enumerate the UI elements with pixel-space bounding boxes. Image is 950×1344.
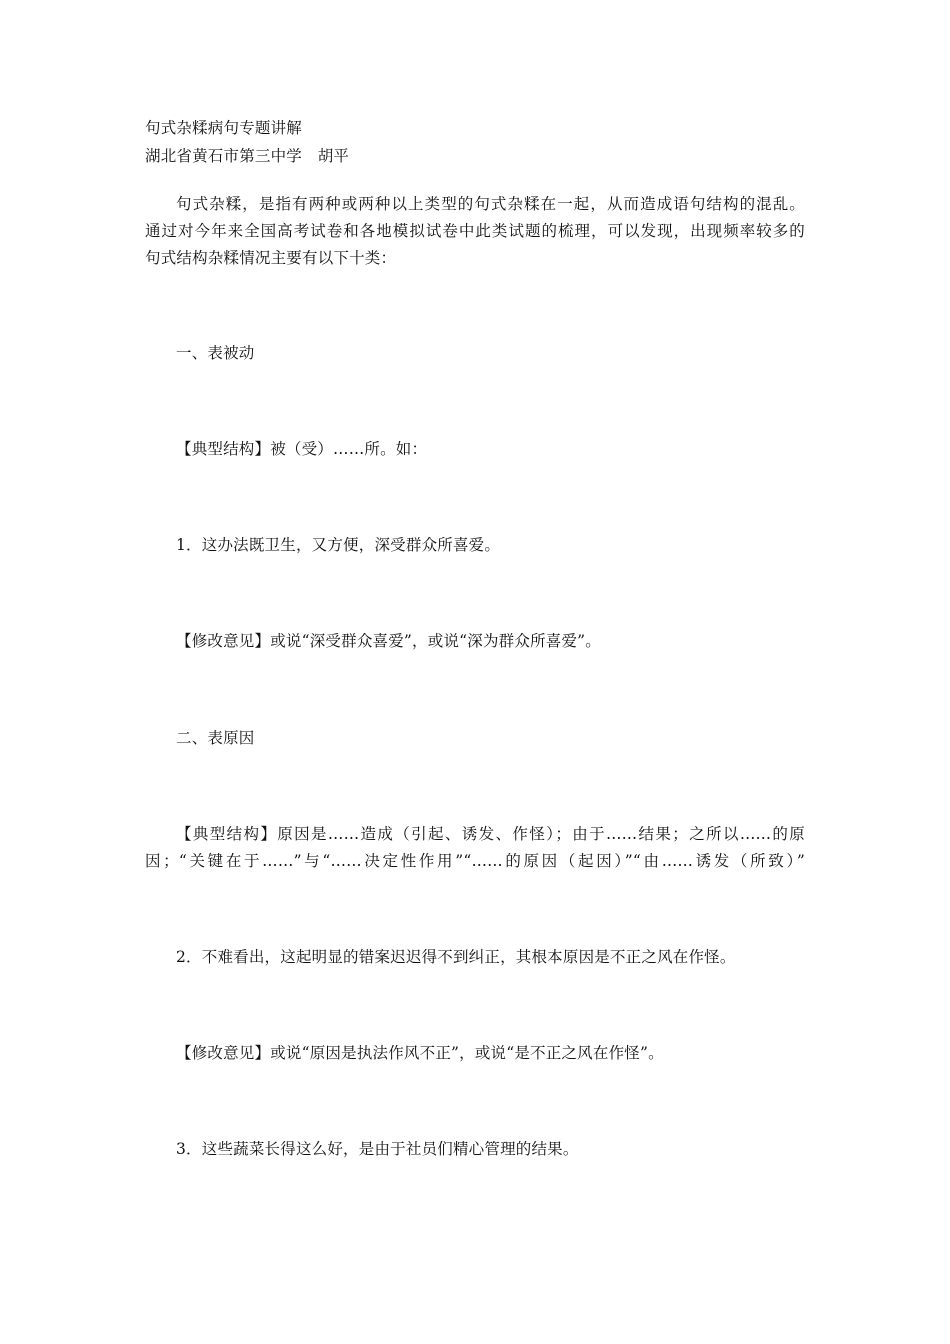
- intro-paragraph-line-1: 句式杂糅，是指有两种或两种以上类型的句式杂糅在一起，从而造成语句结构的混乱。: [176, 195, 805, 213]
- author-line: 湖北省黄石市第三中学 胡平: [145, 147, 350, 165]
- intro-paragraph-line-2: 通过对今年来全国高考试卷和各地模拟试卷中此类试题的梳理，可以发现，出现频率较多的: [145, 222, 805, 240]
- section-heading-1: 一、表被动: [176, 344, 255, 362]
- section-2-advice: 【修改意见】或说“原因是执法作风不正”，或说“是不正之风在作怪”。: [176, 1044, 664, 1062]
- section-2-example: 2．不难看出，这起明显的错案迟迟得不到纠正，其根本原因是不正之风在作怪。: [176, 948, 736, 966]
- section-2-structure-line-2: 因；“关键在于……”与“……决定性作用”“……的原因（起因）”“由……诱发（所致）”: [145, 852, 805, 870]
- section-1-structure: 【典型结构】被（受）……所。如：: [176, 440, 428, 458]
- section-2-structure-line-1: 【典型结构】原因是……造成（引起、诱发、作怪）；由于……结果；之所以……的原: [176, 825, 805, 843]
- section-1-example: 1．这办法既卫生，又方便，深受群众所喜爱。: [176, 536, 501, 554]
- document-title: 句式杂糅病句专题讲解: [145, 119, 303, 137]
- section-2-example-2: 3．这些蔬菜长得这么好，是由于社员们精心管理的结果。: [176, 1140, 579, 1158]
- section-1-advice: 【修改意见】或说“深受群众喜爱”，或说“深为群众所喜爱”。: [176, 632, 601, 650]
- section-heading-2: 二、表原因: [176, 729, 255, 747]
- intro-paragraph-line-3: 句式结构杂糅情况主要有以下十类：: [145, 249, 397, 267]
